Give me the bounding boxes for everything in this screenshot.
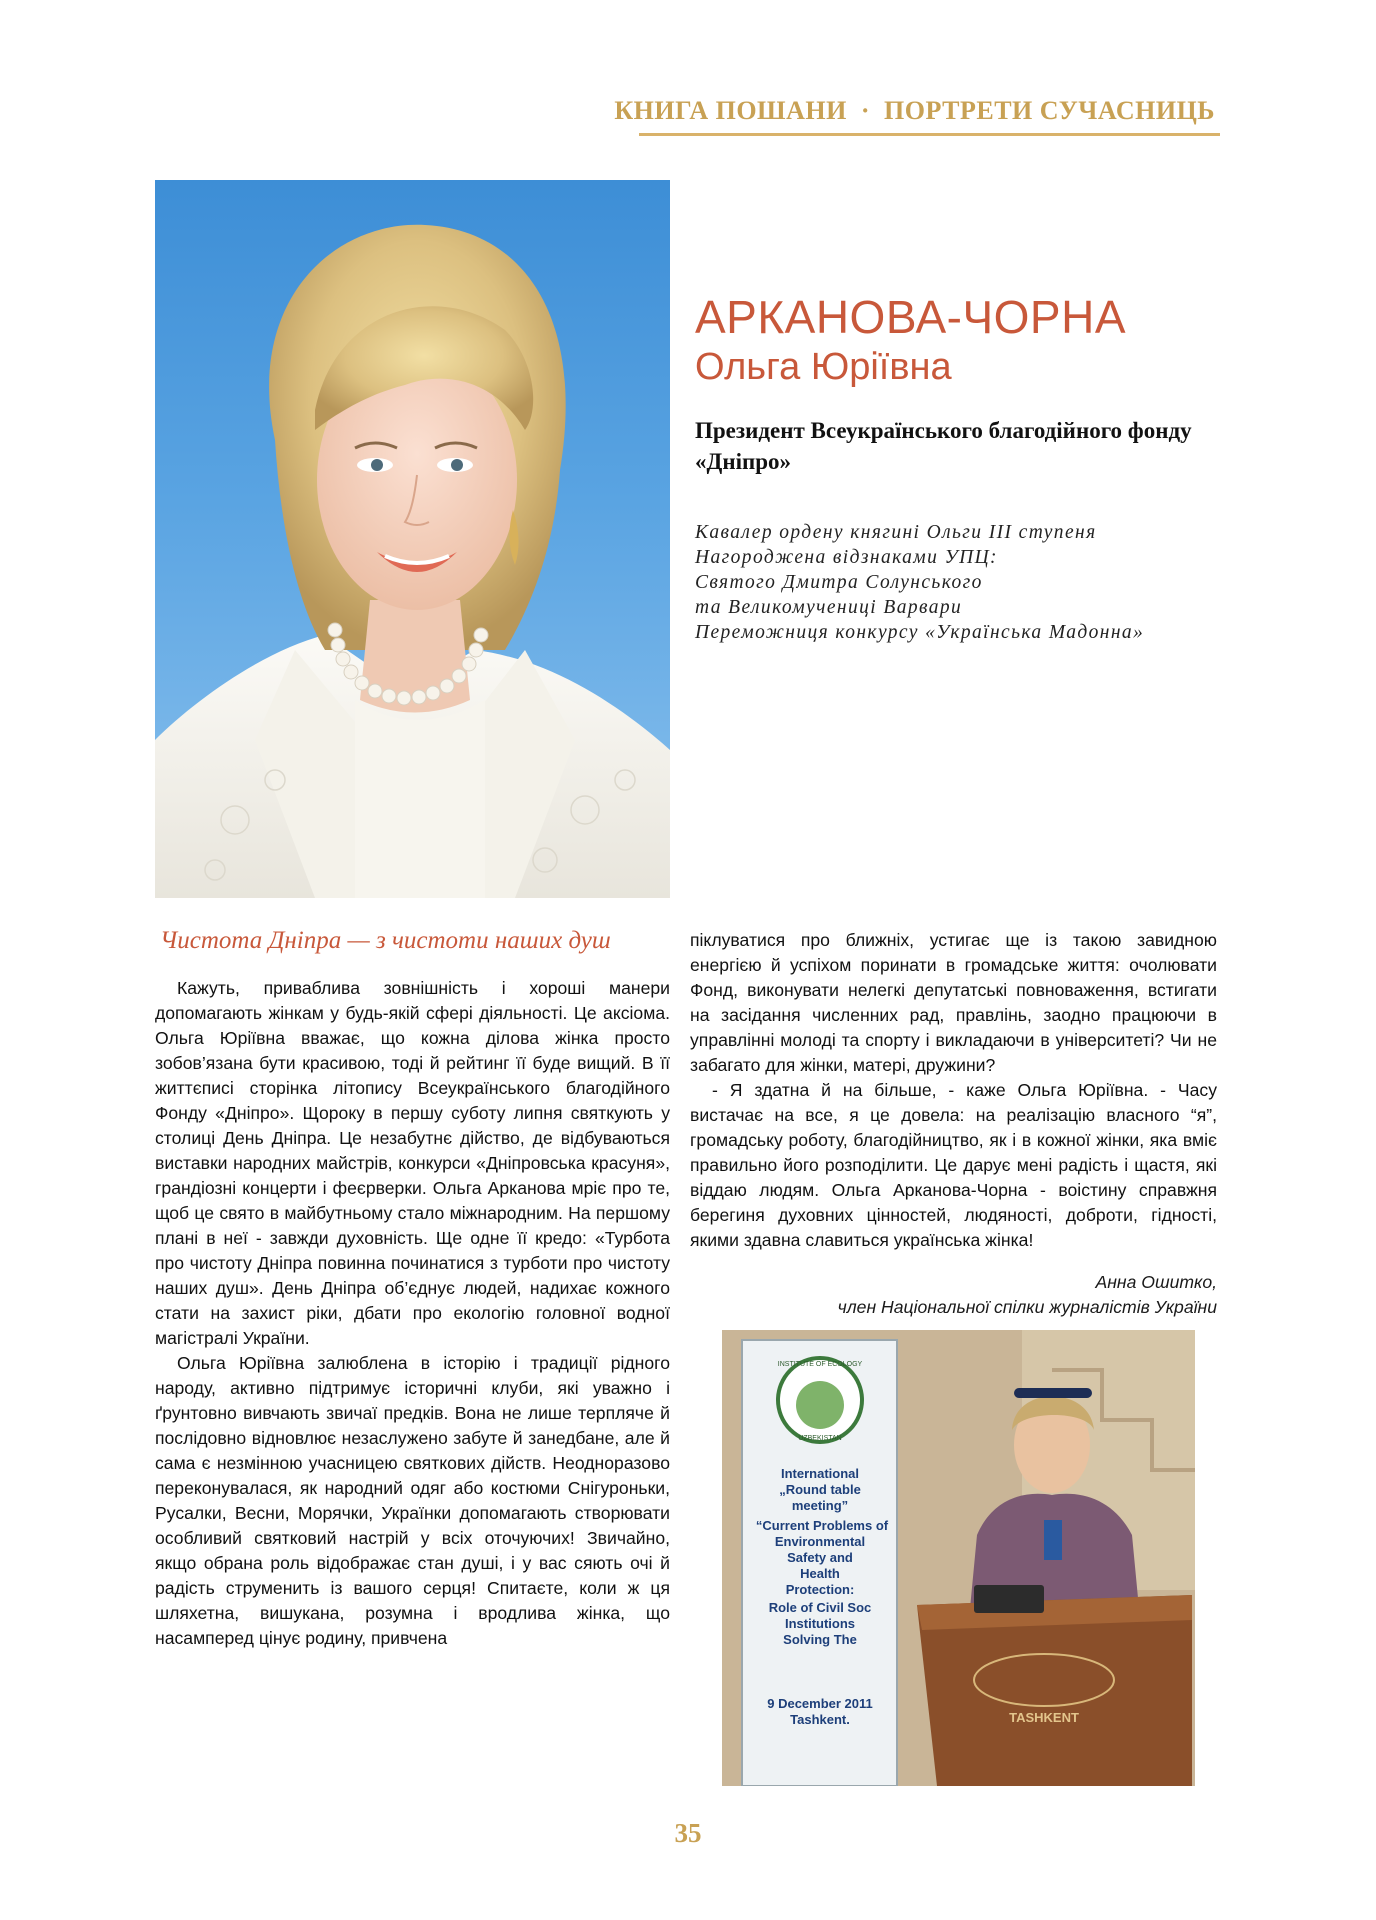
banner-line: Safety and	[787, 1550, 853, 1565]
banner-line: „Round table	[779, 1482, 861, 1497]
banner-line: “Current Problems of	[755, 1518, 889, 1533]
person-first-names: Ольга Юріївна	[695, 346, 952, 388]
awards-list	[695, 520, 1235, 645]
podium-text: TASHKENT	[1009, 1710, 1079, 1725]
banner-line: Institutions	[784, 1616, 856, 1631]
header-rule	[639, 133, 1220, 136]
banner-date: 9 December 2011	[767, 1696, 873, 1711]
article-heading: Чистота Дніпра — з чистоти наших душ	[160, 927, 611, 954]
award-line: Переможниця конкурсу «Українська Мадонна»	[695, 622, 1145, 643]
award-line: Святого Дмитра Солунського	[695, 572, 983, 593]
author-role: член Національної спілки журналістів України	[837, 1297, 1217, 1317]
banner-line: Environmental	[774, 1534, 866, 1549]
banner-line: meeting”	[791, 1498, 849, 1513]
banner-line: Role of Civil Soc	[768, 1600, 872, 1615]
award-line: Нагороджена відзнаками УПЦ:	[695, 547, 998, 568]
banner-line: Solving The	[783, 1632, 857, 1647]
banner-org-bottom: UZBEKISTAN	[798, 1435, 842, 1442]
banner-line: Protection:	[785, 1582, 855, 1597]
article-column-right	[690, 928, 1217, 1253]
banner-line: Health	[800, 1566, 840, 1581]
person-position: Президент Всеукраїнського благодійного фонду «Дніпро»	[695, 418, 1192, 474]
banner-line: International	[780, 1466, 860, 1481]
banner-org-top: INSTITUTE OF ECOLOGY	[777, 1361, 863, 1368]
conference-photo	[722, 1330, 1195, 1786]
article-paragraph: Кажуть, приваблива зовнішність і хороші манери допомагають жінкам у будь-якій сфері діяльності. Це аксіома. Ольга Юріївна вважає, що кожна ділова жінка просто зобов’язана бути красивою, тоді й рейтинг її буде вищий. В її життєписі сторінка літопису Всеукраїнського благодійного Фонду «Дніпро». Щороку в першу суботу липня святкують у столиці День Дніпра. Це незабутнє дійство, де відбуваються виставки народних майстрів, конкурси «Дніпровська красуня», грандіозні концерти і феєрверки. Ольга Арканова мріє про те, щоб це свято в майбутньому стало міжнародним. На першому плані в неї - завжди духовність. Ще одне її кредо: «Турбота про чистоту Дніпра повинна починатися з турботи про чистоту наших душ». День Дніпра об’єднує людей, надихає кожного стати на захист ріки, дбати про екологію головної водної магістралі України.	[155, 978, 670, 1348]
award-line: та Великомучениці Варвари	[695, 597, 963, 618]
article-paragraph-continued: піклуватися про ближніх, устигає ще із такою завидною енергією й успіхом поринати в громадське життя: очолювати Фонд, виконувати нелегкі депутатські повноваження, встигати на засідання численних рад, правлінь, заодно працюючи в управлінні молоді та спорту і викладаючи в університеті? Чи не забагато для жінки, матері, дружини?	[690, 930, 1217, 1075]
banner-city: Tashkent.	[790, 1712, 850, 1727]
article-paragraph: - Я здатна й на більше, - каже Ольга Юріївна. - Часу вистачає на все, я це довела: на реалізацію власного “я”, громадську роботу, благодійництво, як і в кожної жінки, яка вміє правильно його розподілити. Це дарує мені радість і щастя, які віддаю людям. Ольга Арканова-Чорна - воістину справжня берегиня духовних цінностей, людяності, доброти, гідності, якими здавна славиться українська жінка!	[690, 1080, 1217, 1250]
person-last-name: АРКАНОВА-ЧОРНА	[695, 291, 1127, 343]
portrait-photo	[155, 180, 670, 898]
header-section-title: ПОРТРЕТИ СУЧАСНИЦЬ	[884, 96, 1215, 125]
award-line: Кавалер ордену княгині Ольги ІІІ ступеня	[695, 522, 1097, 543]
author-name: Анна Ошитко,	[1095, 1272, 1217, 1292]
header-book-title: КНИГА ПОШАНИ	[614, 96, 847, 125]
header-separator: ·	[860, 96, 870, 125]
article-paragraph: Ольга Юріївна залюблена в історію і традиції рідного народу, активно підтримує історичні клуби, які уважно і ґрунтовно вивчають звичаї предків. Вона не лише терпляче й послідовно відновлює незаслужено забуте й занедбане, але й сама є незмінною учасницею святкових дійств. Неодноразово переконувалася, як народний одяг або костюми Снігуроньки, Русалки, Весни, Морячки, Українки допомагають створювати особливий святковий настрій у всіх оточуючих! Звичайно, якщо обрана роль відображає стан душі, і у вас сяють очі й радість струменить із вашого серця! Спитаєте, коли ж ця шляхетна, вишукана, розумна і вродлива жінка, що насамперед цінує родину, привчена	[155, 1353, 670, 1648]
page-number: 35	[674, 1818, 702, 1848]
article-column-left	[155, 976, 670, 1651]
running-header	[614, 96, 1215, 126]
